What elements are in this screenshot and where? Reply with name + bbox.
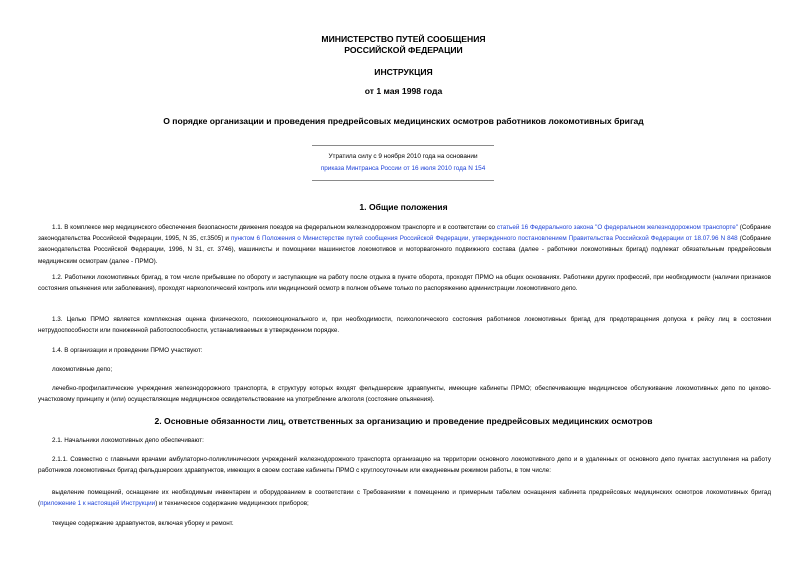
note-bottom-rule [312,180,494,181]
paragraph-1-1-text-b: (Собрание законодательства Российской Федерации, 1995, N 35, ст.3505) и [38,224,771,243]
paragraph-1-4: 1.4. В организации и проведении ПРМО участвуют: [52,347,203,354]
validity-note [312,151,494,175]
paragraph-maintenance: текущее содержание здравпунктов, включая уборку и ремонт. [52,520,234,527]
section-1-heading: 1. Общие положения [359,202,448,212]
note-top-rule [312,145,494,146]
paragraph-1-2: 1.2. Работники локомотивных бригад, в том числе прибывшие по обороту и заступающие на работу после отдыха в пункте оборота, проходят ПРМО на общих основаниях. Работники других профессий, при необходимости (наличии признаков состояния опьянения или заболевания), проходят наркологический контроль или медицинский осмотр в полном объеме только по распоряжению администрации локомотивного депо. [38,274,771,293]
document-type: ИНСТРУКЦИЯ [374,67,433,77]
paragraph-1-3: 1.3. Целью ПРМО является комплексная оценка физического, психоэмоционального и, при необходимости, психологического состояния работников локомотивных бригад для предотвращения допуска к рейсу лиц в состоянии нетрудоспособности или пониженной работоспособности, устанавливаемых в утвержденном порядке. [38,316,771,335]
paragraph-premises-text-a: выделение помещений, оснащение их необходимым инвентарем и оборудованием в соответствии с Требованиями к помещению и примерным табелем оснащения кабинета предрейсовых медицинских осмотров локомотивных бригад ( [38,489,771,508]
federal-law-article-16-link[interactable]: статьей 16 Федерального закона "О федеральном железнодорожном транспорте" [496,224,738,231]
paragraph-premises-text-b: ) и техническое содержание медицинских приборов; [155,500,309,508]
document-title: О порядке организации и проведения предрейсовых медицинских осмотров работников локомотивных бригад [163,116,644,126]
repeal-order-link[interactable]: приказа Минтранса России от 16 июля 2010 года N 154 [320,165,486,172]
paragraph-1-1-text-a: 1.1. В комплексе мер медицинского обеспечения безопасности движения поездов на федеральном железнодорожном транспорте и в соответствии со [52,224,497,231]
paragraph-1-1-text-c: (Собрание законодательства Российской Федерации, 1996, N 31, ст. 3746), машинисты и помощники машинистов локомотивов и моторвагонного подвижного состава (далее - работники локомотивных бригад) подлежат обязательным предрейсовым медицинским осмотрам (далее - ПРМО). [38,235,771,265]
paragraph-1-1 [38,222,771,267]
paragraph-2-1-1: 2.1.1. Совместно с главными врачами амбулаторно-поликлинических учреждений железнодорожного транспорта организацию на территории основного локомотивного депо и в удаленных от основного депо пунктах заступления на работу работников локомотивных бригад фельдшерских здравпунктов, имеющих в своем составе кабинеты ПРМО с круглосуточным или ежедневным режимом работы, в том числе: [38,456,771,475]
paragraph-1-4-item-medical: лечебно-профилактические учреждения железнодорожного транспорта, в структуру которых входят фельдшерские здравпункты, имеющие кабинеты ПРМО; обеспечивающие медицинское обслуживание локомотивных депо по цехово-участковому принципу и (или) осуществляющие медицинское освидетельствование на употребление алкоголя (состояние опьянения). [38,385,771,404]
paragraph-premises [38,487,771,509]
section-2-heading: 2. Основные обязанности лиц, ответственных за организацию и проведение предрейсовых медицинских осмотров [154,416,653,426]
document-date: от 1 мая 1998 года [364,86,443,96]
authority-line-1: МИНИСТЕРСТВО ПУТЕЙ СООБЩЕНИЯ [321,34,486,44]
paragraph-2-1: 2.1. Начальники локомотивных депо обеспечивают: [52,437,204,444]
appendix-1-link[interactable]: приложение 1 к настоящей Инструкции [40,500,156,508]
authority-line-2: РОССИЙСКОЙ ФЕДЕРАЦИИ [344,45,463,55]
validity-note-text: Утратила силу с 9 ноября 2010 года на основании [328,153,478,160]
issuing-authority [0,34,807,56]
paragraph-1-4-item-depots: локомотивные депо; [52,366,113,373]
ministry-regulation-link[interactable]: пунктом 6 Положения о Министерстве путей сообщения Российской Федерации, утвержденного постановлением Правительства Российской Федерации от 18.07.96 N 848 [230,235,738,243]
